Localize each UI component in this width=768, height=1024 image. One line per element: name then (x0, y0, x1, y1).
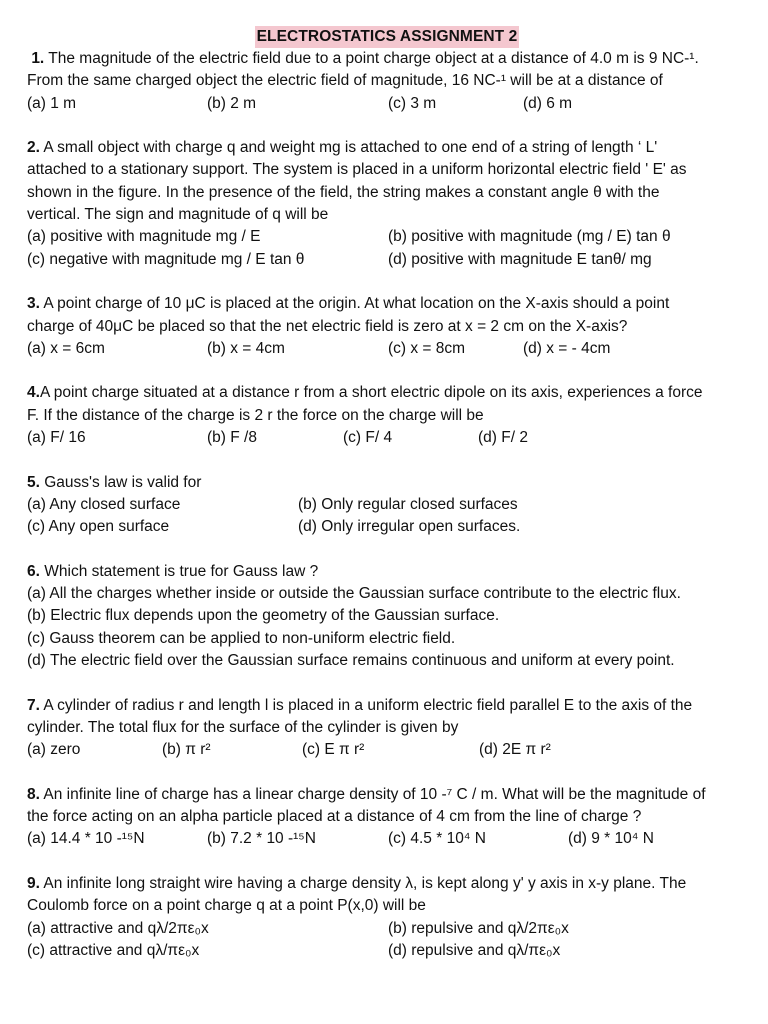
assignment-page (27, 26, 747, 962)
options-row (27, 226, 747, 248)
option-c: (c) E π r² (302, 741, 365, 759)
question-number: 8. (27, 785, 40, 803)
question-text: A point charge of 10 μC is placed at the origin. At what location on the X-axis should a point (43, 295, 670, 313)
question-number: 5. (27, 473, 40, 491)
question-text-line: vertical. The sign and magnitude of q will be (27, 206, 329, 224)
option-d: (d) 9 * 10⁴ N (568, 830, 654, 848)
options-row (27, 427, 747, 449)
option-a: (a) 14.4 * 10 -¹⁵N (27, 830, 145, 848)
option-c: (c) 4.5 * 10⁴ N (388, 830, 486, 848)
question-text: An infinite long straight wire having a charge density λ, is kept along y' y axis in x-y plane. The (43, 874, 687, 892)
question-text: Which statement is true for Gauss law ? (44, 562, 319, 580)
question-8 (27, 784, 747, 851)
question-text-line: charge of 40μC be placed so that the net electric field is zero at x = 2 cm on the X-axis? (27, 317, 628, 335)
question-2 (27, 137, 747, 271)
options-row (27, 940, 747, 962)
option-b: (b) 7.2 * 10 -¹⁵N (207, 830, 316, 848)
option-d: (d) Only irregular open surfaces. (298, 518, 521, 536)
question-text-line (27, 695, 747, 717)
title-row (27, 26, 747, 48)
question-text-line: attached to a stationary support. The system is placed in a uniform horizontal electric field ' E' as (27, 161, 687, 179)
options-row (27, 918, 747, 940)
option-b: (b) positive with magnitude (mg / E) tan θ (388, 228, 671, 246)
question-number: 6. (27, 562, 40, 580)
option-a: (a) All the charges whether inside or outside the Gaussian surface contribute to the electric flux. (27, 585, 681, 603)
option-a: (a) attractive and qλ/2πε₀x (27, 919, 209, 937)
option-c: (c) Gauss theorem can be applied to non-uniform electric field. (27, 629, 456, 647)
question-text: A small object with charge q and weight mg is attached to one end of a string of length ‘ L' (43, 139, 658, 157)
question-number: 1. (31, 50, 45, 67)
question-text-line (27, 472, 747, 494)
option-b: (b) x = 4cm (207, 339, 285, 357)
option-a: (a) positive with magnitude mg / E (27, 228, 261, 246)
option-a: (a) Any closed surface (27, 495, 181, 513)
question-text-line (27, 561, 747, 583)
question-number: 9. (27, 874, 40, 892)
options-row (27, 494, 747, 516)
option-b: (b) Only regular closed surfaces (298, 495, 518, 513)
question-number: 2. (27, 139, 40, 157)
question-number: 4. (27, 384, 40, 402)
question-text: A point charge situated at a distance r from a short electric dipole on its axis, experiences a force (39, 384, 703, 402)
question-text: Gauss's law is valid for (44, 473, 202, 491)
question-9 (27, 873, 747, 962)
option-d: (d) 2E π r² (479, 741, 551, 759)
question-6 (27, 561, 747, 672)
option-b: (b) Electric flux depends upon the geometry of the Gaussian surface. (27, 607, 500, 625)
question-5 (27, 472, 747, 539)
question-text: An infinite line of charge has a linear charge density of 10 -⁷ C / m. What will be the magnitude of (43, 785, 706, 803)
option-c: (c) F/ 4 (343, 429, 393, 447)
option-b: (b) repulsive and qλ/2πε₀x (388, 919, 569, 937)
question-1 (27, 48, 747, 115)
option-d: (d) x = - 4cm (523, 339, 611, 357)
question-text-line: shown in the figure. In the presence of the field, the string makes a constant angle θ with the (27, 183, 660, 201)
options-row (27, 739, 747, 761)
option-b: (b) π r² (162, 741, 211, 759)
question-text-line: From the same charged object the electric field of magnitude, 16 NC-¹ will be at a distance of (27, 72, 663, 90)
option-d: (d) The electric field over the Gaussian surface remains continuous and uniform at every point. (27, 652, 675, 670)
option-b: (b) 2 m (207, 94, 257, 112)
question-text-line (27, 293, 747, 315)
question-7 (27, 695, 747, 762)
question-4 (27, 382, 747, 449)
question-text-line: cylinder. The total flux for the surface of the cylinder is given by (27, 718, 459, 736)
question-3 (27, 293, 747, 360)
page-title: ELECTROSTATICS ASSIGNMENT 2 (255, 26, 520, 48)
question-number: 7. (27, 696, 40, 714)
option-b: (b) F /8 (207, 429, 257, 447)
options-row (27, 338, 747, 360)
options-row (27, 516, 747, 538)
options-row (27, 828, 747, 850)
question-number: 3. (27, 295, 40, 313)
question-text-line (27, 137, 747, 159)
option-a: (a) F/ 16 (27, 429, 86, 447)
option-a: (a) x = 6cm (27, 339, 105, 357)
option-c: (c) negative with magnitude mg / E tan θ (27, 250, 305, 268)
question-text-line: Coulomb force on a point charge q at a point P(x,0) will be (27, 897, 426, 915)
question-text-line (27, 873, 747, 895)
option-c: (c) 3 m (388, 94, 437, 112)
options-row (27, 249, 747, 271)
question-text-line (27, 382, 747, 404)
option-d: (d) 6 m (523, 94, 573, 112)
question-text-line: F. If the distance of the charge is 2 r the force on the charge will be (27, 406, 484, 424)
question-text: A cylinder of radius r and length l is placed in a uniform electric field parallel E to the axis of the (43, 696, 693, 714)
option-c: (c) Any open surface (27, 518, 170, 536)
option-c: (c) attractive and qλ/πε₀x (27, 941, 200, 959)
option-a: (a) zero (27, 741, 81, 759)
question-text-line (27, 48, 747, 70)
question-text: The magnitude of the electric field due to a point charge object at a distance of 4.0 m is 9 NC-¹. (48, 50, 699, 67)
option-d: (d) positive with magnitude E tanθ/ mg (388, 250, 652, 268)
question-text-line: the force acting on an alpha particle placed at a distance of 4 cm from the line of charge ? (27, 808, 642, 826)
options-row (27, 93, 747, 115)
option-a: (a) 1 m (27, 94, 77, 112)
option-c: (c) x = 8cm (388, 339, 466, 357)
option-d: (d) F/ 2 (478, 429, 528, 447)
option-d: (d) repulsive and qλ/πε₀x (388, 941, 561, 959)
question-text-line (27, 784, 747, 806)
